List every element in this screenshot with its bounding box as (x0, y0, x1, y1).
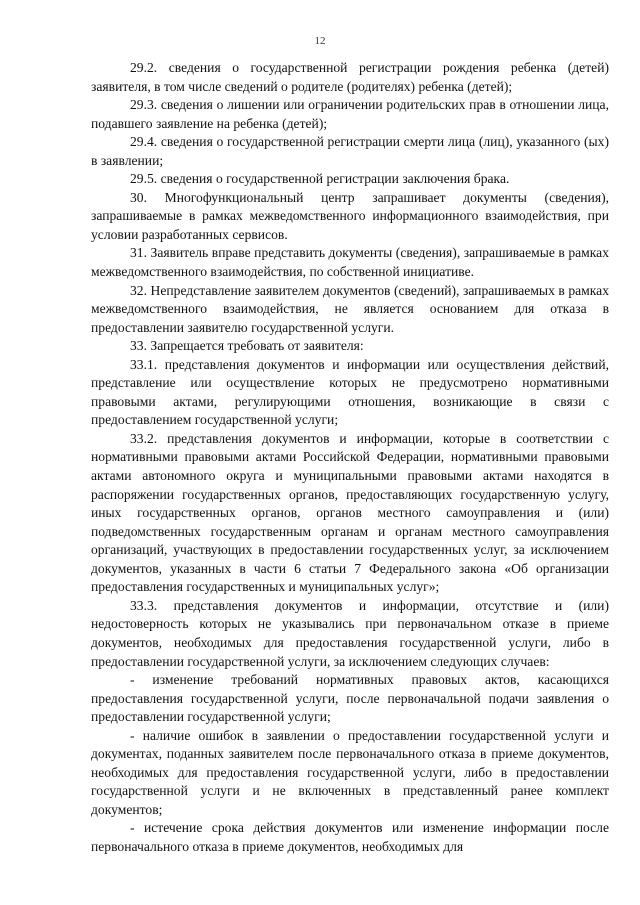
list-item-requirements-change: - изменение требований нормативных правовых актов, касающихся предоставления государственной услуги, после первоначальной подачи заявления о предоставлении государственной услуги; (91, 672, 609, 725)
page-number: 12 (314, 35, 326, 47)
paragraph-32: 32. Непредставление заявителем документов (сведений), запрашиваемых в рамках межведомственного взаимодействия, не является основанием для отказа в предоставлении заявителю государственной услуги. (91, 282, 609, 335)
document-body (91, 59, 609, 857)
paragraph-33: 33. Запрещается требовать от заявителя: (130, 338, 364, 354)
paragraph-33-3: 33.3. представления документов и информации, отсутствие и (или) недостоверность которых не указывались при первоначальном отказе в приеме документов, необходимых для предоставления государственной услуги, либо в предоставлении государственной услуги, за исключением следующих случаев: (91, 597, 609, 669)
paragraph-33-2: 33.2. представления документов и информации, которые в соответствии с нормативными правовыми актами Российской Федерации, нормативными правовыми актами автономного округа и муниципальными правовыми актами находятся в распоряжении государственных органов, предоставляющих государственную услугу, иных государственных органов, органов местного самоуправления и (или) подведомственных государственным органам и органам местного самоуправления организаций, участвующих в предоставлении государственных услуг, за исключением документов, указанных в части 6 статьи 7 Федерального закона «Об организации предоставления государственных и муниципальных услуг»; (91, 430, 609, 595)
paragraph-29-2: 29.2. сведения о государственной регистрации рождения ребенка (детей) заявителя, в том числе сведений о родителе (родителях) ребенка (детей); (91, 60, 609, 94)
paragraph-29-5: 29.5. сведения о государственной регистрации заключения брака. (130, 171, 510, 187)
paragraph-31: 31. Заявитель вправе представить документы (сведения), запрашиваемые в рамках межведомственного взаимодействия, по собственной инициативе. (91, 245, 609, 280)
paragraph-33-1: 33.1. представления документов и информации или осуществления действий, представление или осуществление которых не предусмотрено нормативными правовыми актами, регулирующими отношения, возникающие в связи с предоставлением государственной услуги; (91, 356, 609, 428)
paragraph-29-3: 29.3. сведения о лишении или ограничении родительских прав в отношении лица, подавшего заявление на ребенка (детей); (91, 97, 609, 131)
paragraph-29-4: 29.4. сведения о государственной регистрации смерти лица (лиц), указанного (ых) в заявлении; (91, 134, 609, 168)
list-item-document-expiry: - истечение срока действия документов или изменение информации после первоначального отказа в приеме документов, необходимых для (91, 820, 609, 854)
list-item-errors-in-application: - наличие ошибок в заявлении о предоставлении государственной услуги и документах, поданных заявителем после первоначального отказа в приеме документов, необходимых для предоставления государственной услуги, либо в предоставлении государственной услуги и не включенных в представленный ранее комплект документов; (91, 727, 609, 817)
paragraph-30: 30. Многофункциональный центр запрашивает документы (сведения), запрашиваемые в рамках межведомственного информационного взаимодействия, при условии разработанных сервисов. (91, 189, 609, 242)
